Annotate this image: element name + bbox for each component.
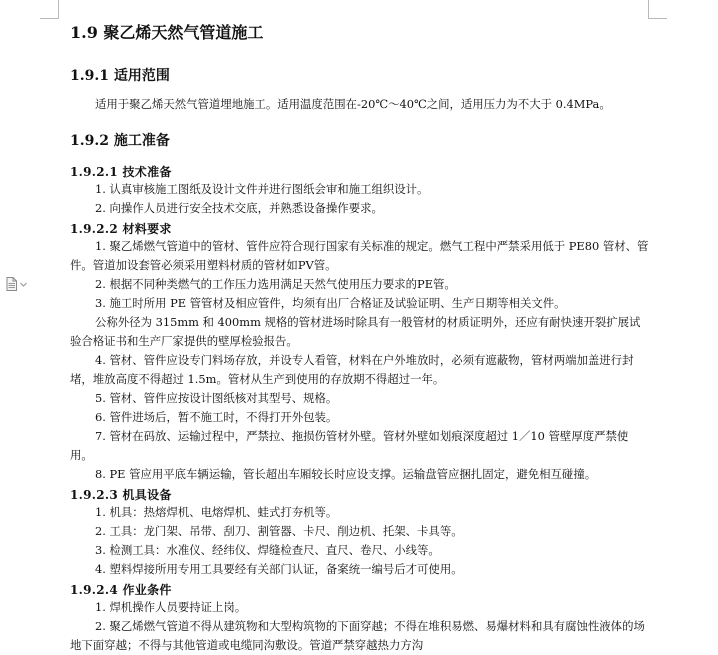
list-item: 3. 施工时所用 PE 管管材及相应管件，均须有出厂合格证及试验证明、生产日期等相关文件。 <box>95 296 566 310</box>
list-item: 1. 认真审核施工图纸及设计文件并进行图纸会审和施工组织设计。 <box>95 182 429 196</box>
document-options-button[interactable] <box>6 276 36 292</box>
list-item: 8. PE 管应用平底车辆运输，管长超出车厢较长时应设支撑。运输盘管应捆扎固定，避免相互碰撞。 <box>95 467 597 481</box>
list-item: 6. 管件进场后，暂不施工时，不得打开外包装。 <box>95 410 338 424</box>
heading-equipment: 1.9.2.3 机具设备 <box>70 488 172 502</box>
paragraph-scope: 适用于聚乙烯天然气管道埋地施工。适用温度范围在-20℃～40℃之间，适用压力为不大于 0.4MPa。 <box>95 97 611 111</box>
page-margin-mark-left <box>40 0 59 19</box>
chevron-down-icon <box>20 282 27 287</box>
list-item: 1. 焊机操作人员要持证上岗。 <box>95 600 247 614</box>
list-item: 1. 机具：热熔焊机、电熔焊机、蛙式打夯机等。 <box>95 505 338 519</box>
list-item: 4. 管材、管件应设专门料场存放，并设专人看管，材料在户外堆放时，必须有遮蔽物，管材两端加盖进行封堵，堆放高度不得超过 1.5m。管材从生产到使用的存放期不得超过一年。 <box>70 353 634 386</box>
list-item: 1. 聚乙烯燃气管道中的管材、管件应符合现行国家有关标准的规定。燃气工程中严禁采用低于 PE80 管材、管件。管道加设套管必须采用塑料材质的管材如PV管。 <box>70 239 649 272</box>
list-item: 7. 管材在码放、运输过程中，严禁拉、拖损伤管材外壁。管材外壁如划痕深度超过 1／10 管壁厚度严禁使用。 <box>70 429 629 462</box>
heading-preparation: 1.9.2 施工准备 <box>70 133 170 149</box>
list-item: 5. 管材、管件应按设计图纸核对其型号、规格。 <box>95 391 338 405</box>
list-item: 2. 工具：龙门架、吊带、刮刀、割管器、卡尺、削边机、托架、卡具等。 <box>95 524 463 538</box>
page-margin-mark-right <box>648 0 667 19</box>
list-item: 3. 检测工具：水准仪、经纬仪、焊缝检查尺、直尺、卷尺、小线等。 <box>95 543 440 557</box>
heading-material-requirements: 1.9.2.2 材料要求 <box>70 222 172 236</box>
section-title: 1.9 聚乙烯天然气管道施工 <box>70 23 264 42</box>
list-item: 2. 向操作人员进行安全技术交底，并熟悉设备操作要求。 <box>95 201 383 215</box>
document-icon <box>6 277 17 291</box>
list-item: 2. 根据不同种类燃气的工作压力选用满足天然气使用压力要求的PE管。 <box>95 277 456 291</box>
list-item: 4. 塑料焊接所用专用工具要经有关部门认证，备案统一编号后才可使用。 <box>95 562 463 576</box>
heading-work-conditions: 1.9.2.4 作业条件 <box>70 583 172 597</box>
heading-scope: 1.9.1 适用范围 <box>70 68 170 84</box>
heading-technical-preparation: 1.9.2.1 技术准备 <box>70 165 172 179</box>
list-item: 公称外径为 315mm 和 400mm 规格的管材进场时除具有一般管材的材质证明外，还应有耐快速开裂扩展试验合格证书和生产厂家提供的壁厚检验报告。 <box>70 315 641 348</box>
list-item: 2. 聚乙烯燃气管道不得从建筑物和大型构筑物的下面穿越；不得在堆积易燃、易爆材料和具有腐蚀性液体的场地下面穿越；不得与其他管道或电缆同沟敷设。管道严禁穿越热力方沟 <box>70 619 645 652</box>
